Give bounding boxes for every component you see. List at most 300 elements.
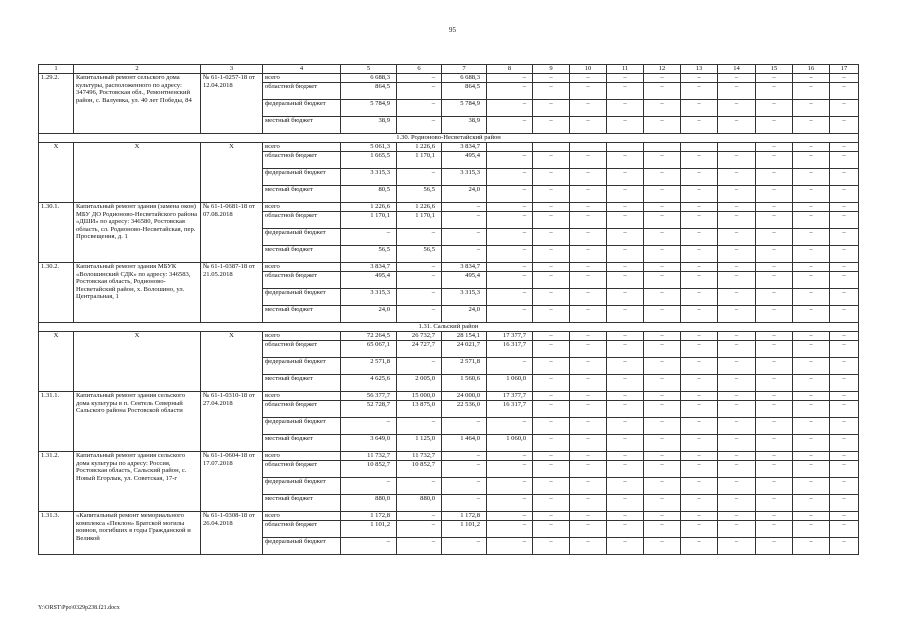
amount-cell: –: [681, 401, 718, 418]
amount-cell: –: [830, 495, 859, 512]
amount-cell: –: [442, 478, 487, 495]
amount-cell: 1 226,6: [397, 143, 442, 152]
funding-source-label: местный бюджет: [263, 306, 341, 323]
funding-source-label: федеральный бюджет: [263, 358, 341, 375]
amount-cell: 4 625,6: [341, 375, 397, 392]
amount-cell: –: [793, 289, 830, 306]
amount-cell: –: [607, 100, 644, 117]
amount-cell: –: [644, 495, 681, 512]
amount-cell: –: [830, 272, 859, 289]
amount-cell: –: [607, 332, 644, 341]
amount-cell: –: [830, 375, 859, 392]
amount-cell: –: [644, 435, 681, 452]
table-row: [39, 452, 859, 461]
amount-cell: –: [570, 246, 607, 263]
amount-cell: –: [830, 169, 859, 186]
amount-cell: 5 061,3: [341, 143, 397, 152]
amount-cell: –: [570, 375, 607, 392]
amount-cell: –: [718, 152, 756, 169]
amount-cell: 24 000,0: [442, 392, 487, 401]
amount-cell: –: [533, 186, 570, 203]
amount-cell: –: [793, 143, 830, 152]
object-number-cell: 1.29.2.: [39, 74, 74, 134]
amount-cell: 3 649,0: [341, 435, 397, 452]
amount-cell: 1 464,0: [442, 435, 487, 452]
amount-cell: 1 170,1: [341, 212, 397, 229]
amount-cell: 11 732,7: [397, 452, 442, 461]
amount-cell: 56,5: [397, 246, 442, 263]
amount-cell: –: [830, 452, 859, 461]
amount-cell: –: [830, 263, 859, 272]
amount-cell: –: [644, 401, 681, 418]
amount-cell: –: [756, 418, 793, 435]
amount-cell: 1 226,6: [341, 203, 397, 212]
funding-source-label: всего: [263, 392, 341, 401]
amount-cell: –: [487, 186, 533, 203]
amount-cell: –: [681, 478, 718, 495]
amount-cell: –: [397, 512, 442, 521]
amount-cell: –: [487, 212, 533, 229]
amount-cell: –: [681, 512, 718, 521]
amount-cell: –: [487, 538, 533, 555]
amount-cell: –: [397, 538, 442, 555]
amount-cell: –: [607, 538, 644, 555]
amount-cell: –: [681, 100, 718, 117]
amount-cell: –: [830, 143, 859, 152]
amount-cell: –: [607, 392, 644, 401]
amount-cell: –: [442, 495, 487, 512]
amount-cell: –: [533, 117, 570, 134]
amount-cell: –: [533, 203, 570, 212]
amount-cell: –: [793, 152, 830, 169]
column-number-row: [39, 65, 859, 74]
amount-cell: –: [607, 521, 644, 538]
amount-cell: –: [756, 186, 793, 203]
amount-cell: 56,5: [341, 246, 397, 263]
amount-cell: –: [681, 263, 718, 272]
amount-cell: –: [793, 341, 830, 358]
object-number-cell: Х: [39, 332, 74, 392]
amount-cell: [681, 143, 718, 152]
amount-cell: –: [830, 203, 859, 212]
column-number-cell: 8: [487, 65, 533, 74]
column-number-cell: 13: [681, 65, 718, 74]
document-cell: Х: [201, 332, 263, 392]
amount-cell: –: [607, 495, 644, 512]
amount-cell: –: [681, 392, 718, 401]
column-number-cell: 9: [533, 65, 570, 74]
amount-cell: –: [681, 169, 718, 186]
column-number-cell: 5: [341, 65, 397, 74]
amount-cell: –: [644, 512, 681, 521]
funding-source-label: областной бюджет: [263, 461, 341, 478]
amount-cell: –: [718, 272, 756, 289]
amount-cell: –: [793, 332, 830, 341]
amount-cell: 495,4: [341, 272, 397, 289]
amount-cell: –: [756, 272, 793, 289]
amount-cell: –: [487, 74, 533, 83]
amount-cell: 1 172,8: [341, 512, 397, 521]
amount-cell: –: [570, 169, 607, 186]
amount-cell: –: [570, 212, 607, 229]
amount-cell: –: [718, 478, 756, 495]
amount-cell: [487, 143, 533, 152]
amount-cell: –: [793, 212, 830, 229]
amount-cell: 3 315,3: [442, 289, 487, 306]
amount-cell: –: [442, 246, 487, 263]
amount-cell: –: [533, 272, 570, 289]
amount-cell: 1 560,6: [442, 375, 487, 392]
amount-cell: –: [681, 452, 718, 461]
amount-cell: –: [756, 289, 793, 306]
amount-cell: –: [718, 169, 756, 186]
amount-cell: –: [397, 117, 442, 134]
funding-source-label: местный бюджет: [263, 435, 341, 452]
amount-cell: –: [830, 435, 859, 452]
amount-cell: –: [681, 538, 718, 555]
amount-cell: –: [681, 117, 718, 134]
amount-cell: –: [397, 272, 442, 289]
amount-cell: –: [487, 203, 533, 212]
amount-cell: –: [681, 495, 718, 512]
amount-cell: –: [397, 229, 442, 246]
amount-cell: –: [487, 117, 533, 134]
object-name-cell: Капитальный ремонт здания сельского дома культуры в п. Сеятель Северный Сальского района Ростовской области: [74, 392, 201, 452]
funding-source-label: областной бюджет: [263, 83, 341, 100]
amount-cell: –: [397, 478, 442, 495]
amount-cell: 1 170,1: [397, 152, 442, 169]
amount-cell: –: [607, 229, 644, 246]
amount-cell: –: [718, 418, 756, 435]
amount-cell: –: [570, 538, 607, 555]
amount-cell: –: [533, 358, 570, 375]
amount-cell: 3 834,7: [442, 263, 487, 272]
column-number-cell: 16: [793, 65, 830, 74]
amount-cell: –: [718, 186, 756, 203]
amount-cell: –: [718, 521, 756, 538]
amount-cell: –: [533, 521, 570, 538]
amount-cell: –: [607, 272, 644, 289]
funding-source-label: местный бюджет: [263, 186, 341, 203]
amount-cell: –: [830, 332, 859, 341]
amount-cell: –: [681, 246, 718, 263]
funding-source-label: федеральный бюджет: [263, 418, 341, 435]
amount-cell: –: [487, 263, 533, 272]
object-name-cell: Капитальный ремонт здания (замена окон) МБУ ДО Родионово-Несветайского района «ДШИ» по адресу: 346580, Ростовская область, сл. Родионово-Несветайская, пер. Просвещения, д. 1: [74, 203, 201, 263]
amount-cell: –: [718, 538, 756, 555]
amount-cell: –: [487, 478, 533, 495]
amount-cell: –: [793, 246, 830, 263]
amount-cell: –: [681, 358, 718, 375]
amount-cell: 56,5: [397, 186, 442, 203]
amount-cell: –: [756, 246, 793, 263]
amount-cell: –: [718, 332, 756, 341]
amount-cell: –: [756, 306, 793, 323]
amount-cell: –: [397, 263, 442, 272]
amount-cell: 1 665,5: [341, 152, 397, 169]
amount-cell: –: [718, 306, 756, 323]
object-name-cell: «Капитальный ремонт мемориального комплекса «Пеклон» Братской могилы воинов, погибших в годы Гражданской и Великой: [74, 512, 201, 555]
amount-cell: 72 264,5: [341, 332, 397, 341]
amount-cell: –: [718, 452, 756, 461]
amount-cell: –: [830, 246, 859, 263]
amount-cell: 28 154,1: [442, 332, 487, 341]
amount-cell: –: [830, 512, 859, 521]
amount-cell: –: [793, 83, 830, 100]
amount-cell: –: [607, 83, 644, 100]
amount-cell: –: [644, 452, 681, 461]
amount-cell: 5 784,9: [341, 100, 397, 117]
amount-cell: –: [756, 169, 793, 186]
funding-source-label: областной бюджет: [263, 272, 341, 289]
amount-cell: –: [607, 306, 644, 323]
amount-cell: –: [830, 306, 859, 323]
column-number-cell: 2: [74, 65, 201, 74]
amount-cell: –: [341, 418, 397, 435]
amount-cell: [533, 143, 570, 152]
amount-cell: 38,9: [442, 117, 487, 134]
amount-cell: –: [793, 100, 830, 117]
amount-cell: –: [644, 332, 681, 341]
amount-cell: 1 226,6: [397, 203, 442, 212]
document-cell: № 61-1-0310-18 от 27.04.2018: [201, 392, 263, 452]
amount-cell: –: [341, 478, 397, 495]
amount-cell: –: [830, 401, 859, 418]
amount-cell: –: [793, 392, 830, 401]
amount-cell: –: [533, 375, 570, 392]
amount-cell: –: [533, 461, 570, 478]
amount-cell: 16 317,7: [487, 401, 533, 418]
amount-cell: –: [442, 212, 487, 229]
amount-cell: –: [718, 435, 756, 452]
amount-cell: –: [756, 495, 793, 512]
amount-cell: [607, 143, 644, 152]
amount-cell: –: [341, 538, 397, 555]
amount-cell: –: [487, 521, 533, 538]
amount-cell: –: [397, 521, 442, 538]
object-number-cell: 1.31.1.: [39, 392, 74, 452]
amount-cell: –: [533, 495, 570, 512]
funding-source-label: областной бюджет: [263, 521, 341, 538]
amount-cell: –: [793, 117, 830, 134]
amount-cell: –: [830, 229, 859, 246]
table-row: [39, 74, 859, 83]
amount-cell: –: [570, 289, 607, 306]
amount-cell: –: [607, 341, 644, 358]
amount-cell: –: [644, 478, 681, 495]
amount-cell: –: [718, 461, 756, 478]
amount-cell: –: [681, 203, 718, 212]
amount-cell: –: [570, 461, 607, 478]
amount-cell: –: [681, 229, 718, 246]
amount-cell: 5 784,9: [442, 100, 487, 117]
amount-cell: –: [570, 203, 607, 212]
amount-cell: –: [756, 452, 793, 461]
amount-cell: –: [570, 306, 607, 323]
object-name-cell: Капитальный ремонт сельского дома культуры, расположенного по адресу: 347496, Ростовская обл., Ремонтненский район, с. Валуевка, ул. 40 лет Победы, 84: [74, 74, 201, 134]
amount-cell: –: [607, 169, 644, 186]
amount-cell: –: [607, 246, 644, 263]
amount-cell: –: [830, 74, 859, 83]
amount-cell: 3 834,7: [341, 263, 397, 272]
amount-cell: –: [756, 435, 793, 452]
amount-cell: –: [607, 512, 644, 521]
amount-cell: –: [681, 306, 718, 323]
amount-cell: –: [570, 229, 607, 246]
amount-cell: –: [533, 452, 570, 461]
amount-cell: [718, 143, 756, 152]
amount-cell: –: [756, 152, 793, 169]
amount-cell: –: [533, 74, 570, 83]
object-name-cell: Х: [74, 332, 201, 392]
table-row: [39, 512, 859, 521]
amount-cell: –: [644, 203, 681, 212]
column-number-cell: 4: [263, 65, 341, 74]
amount-cell: –: [718, 212, 756, 229]
amount-cell: 56 377,7: [341, 392, 397, 401]
amount-cell: –: [644, 212, 681, 229]
amount-cell: –: [644, 100, 681, 117]
document-cell: № 61-1-0387-18 от 21.05.2018: [201, 263, 263, 323]
amount-cell: –: [830, 392, 859, 401]
amount-cell: 864,5: [442, 83, 487, 100]
funding-source-label: местный бюджет: [263, 495, 341, 512]
amount-cell: –: [607, 203, 644, 212]
amount-cell: 1 170,1: [397, 212, 442, 229]
amount-cell: –: [793, 186, 830, 203]
amount-cell: –: [607, 478, 644, 495]
amount-cell: –: [487, 169, 533, 186]
amount-cell: –: [830, 418, 859, 435]
amount-cell: 16 317,7: [487, 341, 533, 358]
amount-cell: –: [607, 461, 644, 478]
amount-cell: –: [570, 452, 607, 461]
amount-cell: –: [681, 461, 718, 478]
column-number-cell: 17: [830, 65, 859, 74]
amount-cell: 10 852,7: [397, 461, 442, 478]
amount-cell: –: [830, 538, 859, 555]
amount-cell: –: [756, 375, 793, 392]
amount-cell: –: [793, 169, 830, 186]
amount-cell: 24 727,7: [397, 341, 442, 358]
object-number-cell: Х: [39, 143, 74, 203]
amount-cell: –: [793, 203, 830, 212]
amount-cell: 65 067,1: [341, 341, 397, 358]
section-heading-row: [39, 134, 859, 143]
amount-cell: –: [644, 83, 681, 100]
amount-cell: –: [681, 521, 718, 538]
column-number-cell: 3: [201, 65, 263, 74]
amount-cell: –: [533, 83, 570, 100]
amount-cell: –: [397, 83, 442, 100]
amount-cell: –: [793, 512, 830, 521]
amount-cell: –: [607, 152, 644, 169]
amount-cell: –: [397, 289, 442, 306]
funding-source-label: местный бюджет: [263, 375, 341, 392]
object-name-cell: Капитальный ремонт здания МБУК «Волошинский СДК» по адресу: 346583, Ростовская область, Родионово-Несветайский район, х. Волошино, ул. Центральная, 1: [74, 263, 201, 323]
amount-cell: –: [793, 452, 830, 461]
amount-cell: –: [397, 306, 442, 323]
amount-cell: –: [487, 512, 533, 521]
amount-cell: 6 688,3: [442, 74, 487, 83]
amount-cell: –: [830, 461, 859, 478]
amount-cell: 10 852,7: [341, 461, 397, 478]
amount-cell: –: [570, 100, 607, 117]
funding-source-label: областной бюджет: [263, 212, 341, 229]
amount-cell: –: [533, 435, 570, 452]
amount-cell: –: [341, 229, 397, 246]
amount-cell: –: [793, 418, 830, 435]
amount-cell: 26 732,7: [397, 332, 442, 341]
amount-cell: –: [718, 246, 756, 263]
amount-cell: –: [681, 341, 718, 358]
amount-cell: [644, 143, 681, 152]
amount-cell: –: [533, 152, 570, 169]
amount-cell: –: [756, 401, 793, 418]
amount-cell: –: [681, 74, 718, 83]
funding-source-label: областной бюджет: [263, 341, 341, 358]
amount-cell: –: [607, 117, 644, 134]
amount-cell: –: [442, 538, 487, 555]
amount-cell: –: [487, 152, 533, 169]
table-row: [39, 203, 859, 212]
amount-cell: –: [533, 169, 570, 186]
page-number: 95: [449, 26, 456, 34]
amount-cell: –: [793, 229, 830, 246]
amount-cell: –: [644, 272, 681, 289]
amount-cell: 2 571,8: [341, 358, 397, 375]
amount-cell: –: [570, 358, 607, 375]
object-name-cell: Х: [74, 143, 201, 203]
amount-cell: –: [533, 392, 570, 401]
section-heading-row: [39, 323, 859, 332]
amount-cell: –: [397, 418, 442, 435]
amount-cell: –: [607, 435, 644, 452]
amount-cell: 1 125,0: [397, 435, 442, 452]
amount-cell: –: [756, 83, 793, 100]
amount-cell: –: [793, 401, 830, 418]
amount-cell: –: [681, 186, 718, 203]
funding-source-label: федеральный бюджет: [263, 169, 341, 186]
amount-cell: –: [570, 152, 607, 169]
amount-cell: –: [718, 100, 756, 117]
amount-cell: –: [644, 246, 681, 263]
amount-cell: 864,5: [341, 83, 397, 100]
amount-cell: –: [487, 246, 533, 263]
amount-cell: –: [644, 229, 681, 246]
amount-cell: –: [644, 375, 681, 392]
amount-cell: –: [533, 246, 570, 263]
funding-source-label: федеральный бюджет: [263, 538, 341, 555]
funding-source-label: областной бюджет: [263, 401, 341, 418]
amount-cell: –: [793, 306, 830, 323]
amount-cell: –: [570, 83, 607, 100]
amount-cell: –: [681, 152, 718, 169]
amount-cell: –: [533, 538, 570, 555]
amount-cell: –: [830, 212, 859, 229]
amount-cell: 1 060,0: [487, 435, 533, 452]
object-number-cell: 1.30.1.: [39, 203, 74, 263]
amount-cell: –: [570, 392, 607, 401]
amount-cell: –: [533, 341, 570, 358]
amount-cell: –: [718, 375, 756, 392]
column-number-cell: 1: [39, 65, 74, 74]
amount-cell: –: [718, 229, 756, 246]
amount-cell: –: [756, 538, 793, 555]
amount-cell: 24,0: [442, 186, 487, 203]
amount-cell: 880,0: [397, 495, 442, 512]
amount-cell: –: [830, 289, 859, 306]
